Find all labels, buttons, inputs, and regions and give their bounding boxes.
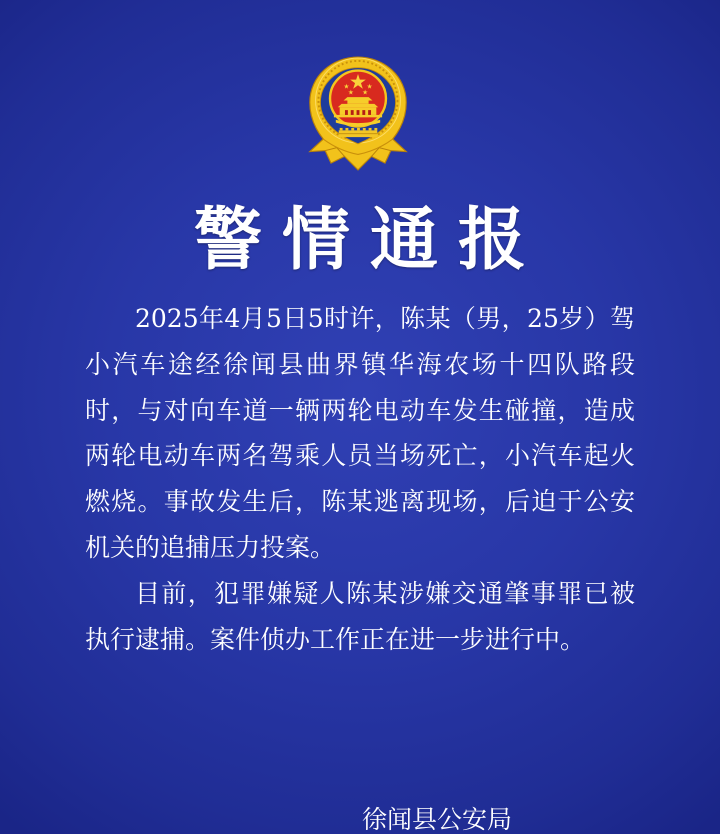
notice-paragraph <box>85 571 635 663</box>
notice-line: 执行逮捕。案件侦办工作正在进一步进行中。 <box>85 624 586 654</box>
notice-line: 目前，犯罪嫌疑人陈某涉嫌交通肇事罪已被 <box>135 578 635 608</box>
police-emblem-icon <box>304 54 412 172</box>
notice-title: 警情通报 <box>193 200 546 280</box>
notice-line: 两轮电动车两名驾乘人员当场死亡，小汽车起火 <box>85 441 635 471</box>
notice-line: 2025年4月5日5时许，陈某（男，25岁）驾 <box>135 304 635 333</box>
notice-line: 机关的追捕压力投案。 <box>85 532 336 562</box>
notice-line: 燃烧。事故发生后，陈某逃离现场，后迫于公安 <box>85 487 635 517</box>
notice-line: 时，与对向车道一辆两轮电动车发生碰撞，造成 <box>85 395 635 425</box>
notice-paragraph <box>85 296 635 571</box>
notice-line: 小汽车途经徐闻县曲界镇华海农场十四队路段 <box>85 349 635 379</box>
issuer-signature: 徐闻县公安局 <box>362 805 513 834</box>
notice-body <box>85 296 635 662</box>
